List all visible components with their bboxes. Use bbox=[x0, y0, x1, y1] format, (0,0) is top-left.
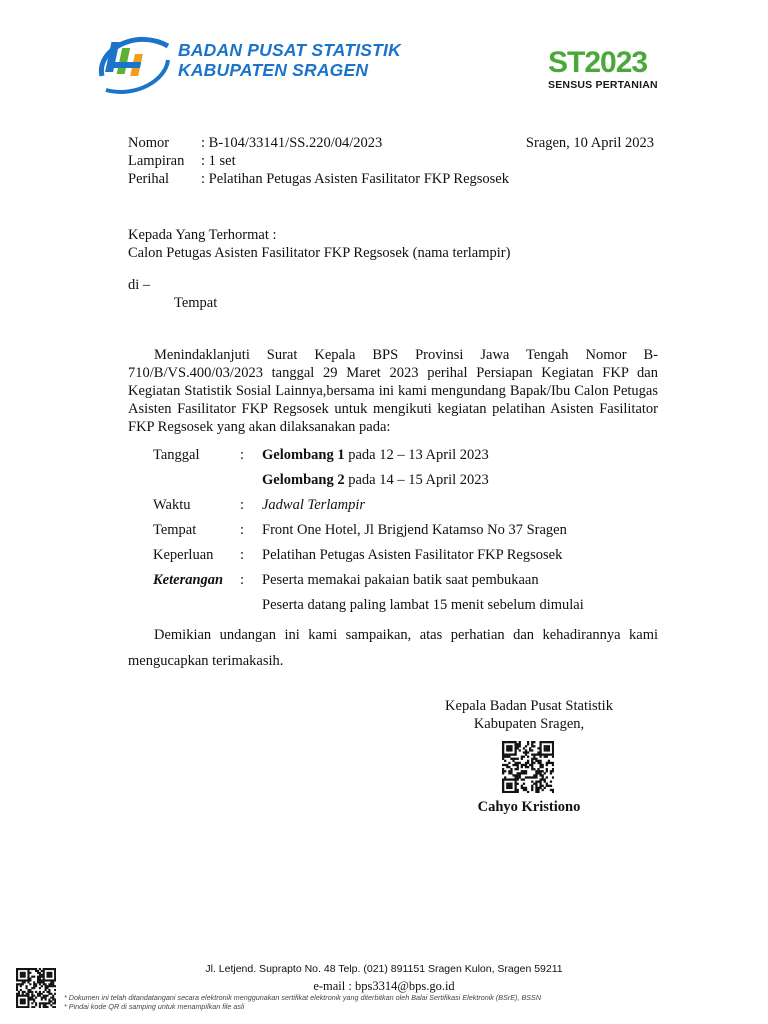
keperluan-label: Keperluan bbox=[153, 547, 214, 563]
lampiran-label: Lampiran bbox=[128, 153, 185, 169]
recipient-name: Calon Petugas Asisten Fasilitator FKP Regsosek (nama terlampir) bbox=[128, 245, 511, 261]
footer-qr-code bbox=[16, 968, 56, 1008]
keterangan-label: Keterangan bbox=[153, 572, 224, 588]
org-name bbox=[178, 40, 401, 80]
detail-tanggal-row bbox=[153, 446, 673, 464]
colon: : bbox=[240, 522, 245, 538]
detail-keterangan-row bbox=[153, 571, 673, 589]
colon: : bbox=[240, 447, 245, 463]
footer-note-scan: * Pindai kode QR di samping untuk menampilkan file asli bbox=[64, 1002, 245, 1011]
tanggal-label: Tanggal bbox=[153, 447, 200, 463]
detail-tempat-row bbox=[153, 521, 673, 539]
waktu-label: Waktu bbox=[153, 497, 191, 513]
perihal-label: Perihal bbox=[128, 171, 170, 187]
gelombang2-label: Gelombang 2 bbox=[262, 472, 345, 488]
footer-note-esign: * Dokumen ini telah ditandatangani secara elektronik menggunakan sertifikat elektronik yang diterbitkan oleh Balai Sertifikasi Elektronik (BSrE), BSSN bbox=[64, 993, 542, 1002]
colon: : bbox=[240, 572, 245, 588]
detail-keterangan-row2 bbox=[153, 596, 673, 614]
recipient-di: di – bbox=[128, 277, 151, 293]
detail-gelombang2-row bbox=[153, 471, 673, 489]
detail-keperluan-row bbox=[153, 546, 673, 564]
gelombang1-label: Gelombang 1 bbox=[262, 447, 345, 463]
tempat-label: Tempat bbox=[153, 522, 197, 538]
gelombang2-date: pada 14 – 15 April 2023 bbox=[344, 472, 489, 488]
bps-logo-icon bbox=[96, 30, 172, 98]
org-name-line1: BADAN PUSAT STATISTIK bbox=[178, 40, 401, 60]
detail-waktu-row bbox=[153, 496, 673, 514]
nomor-value: : B-104/33141/SS.220/04/2023 bbox=[201, 135, 383, 151]
colon: : bbox=[240, 547, 245, 563]
footer-email: e-mail : bps3314@bps.go.id bbox=[313, 979, 455, 993]
lampiran-value: : 1 set bbox=[201, 153, 236, 169]
signature-qr-code bbox=[502, 741, 554, 793]
sensus-pertanian-logo bbox=[548, 48, 678, 91]
keterangan-value1: Peserta memakai pakaian batik saat pembukaan bbox=[262, 572, 539, 588]
keterangan-value2: Peserta datang paling lambat 15 menit sebelum dimulai bbox=[262, 597, 584, 613]
gelombang1-date: pada 12 – 13 April 2023 bbox=[344, 447, 489, 463]
org-name-line2: KABUPATEN SRAGEN bbox=[178, 60, 369, 80]
st2023-logo-subtitle: SENSUS PERTANIAN bbox=[548, 79, 658, 91]
tempat-value: Front One Hotel, Jl Brigjend Katamso No 37 Sragen bbox=[262, 522, 567, 538]
signature-block bbox=[400, 697, 658, 733]
signer-name: Cahyo Kristiono bbox=[477, 799, 581, 815]
closing-paragraph: Demikian undangan ini kami sampaikan, atas perhatian dan kehadirannya kami mengucapkan terimakasih. bbox=[128, 627, 658, 669]
body-paragraph: Menindaklanjuti Surat Kepala BPS Provinsi Jawa Tengah Nomor B-710/B/VS.400/03/2023 tanggal 29 Maret 2023 perihal Persiapan Kegiatan FKP dan Kegiatan Statistik Sosial Lainnya,bersama ini kami mengundang Bapak/Ibu Calon Petugas Asisten Fasilitator FKP Regsosek untuk mengikuti kegiatan pelatihan Asisten Fasilitator FKP Regsosek yang akan dilaksanakan pada: bbox=[128, 347, 658, 435]
st2023-logo-text: ST2023 bbox=[548, 46, 648, 79]
signature-title-line2: Kabupaten Sragen, bbox=[473, 716, 585, 732]
recipient-greeting: Kepada Yang Terhormat : bbox=[128, 227, 277, 243]
recipient-tempat: Tempat bbox=[174, 295, 218, 311]
keperluan-value: Pelatihan Petugas Asisten Fasilitator FKP Regsosek bbox=[262, 547, 563, 563]
colon: : bbox=[240, 497, 245, 513]
waktu-value: Jadwal Terlampir bbox=[262, 497, 365, 513]
perihal-value: : Pelatihan Petugas Asisten Fasilitator FKP Regsosek bbox=[201, 171, 509, 187]
perihal-row bbox=[128, 170, 658, 188]
place-date: Sragen, 10 April 2023 bbox=[525, 135, 654, 151]
lampiran-row bbox=[128, 152, 658, 170]
footer-address: Jl. Letjend. Suprapto No. 48 Telp. (021) 891151 Sragen Kulon, Sragen 59211 bbox=[205, 963, 563, 975]
signature-title-line1: Kepala Badan Pusat Statistik bbox=[445, 698, 613, 714]
nomor-row bbox=[128, 134, 658, 152]
nomor-label: Nomor bbox=[128, 135, 170, 151]
